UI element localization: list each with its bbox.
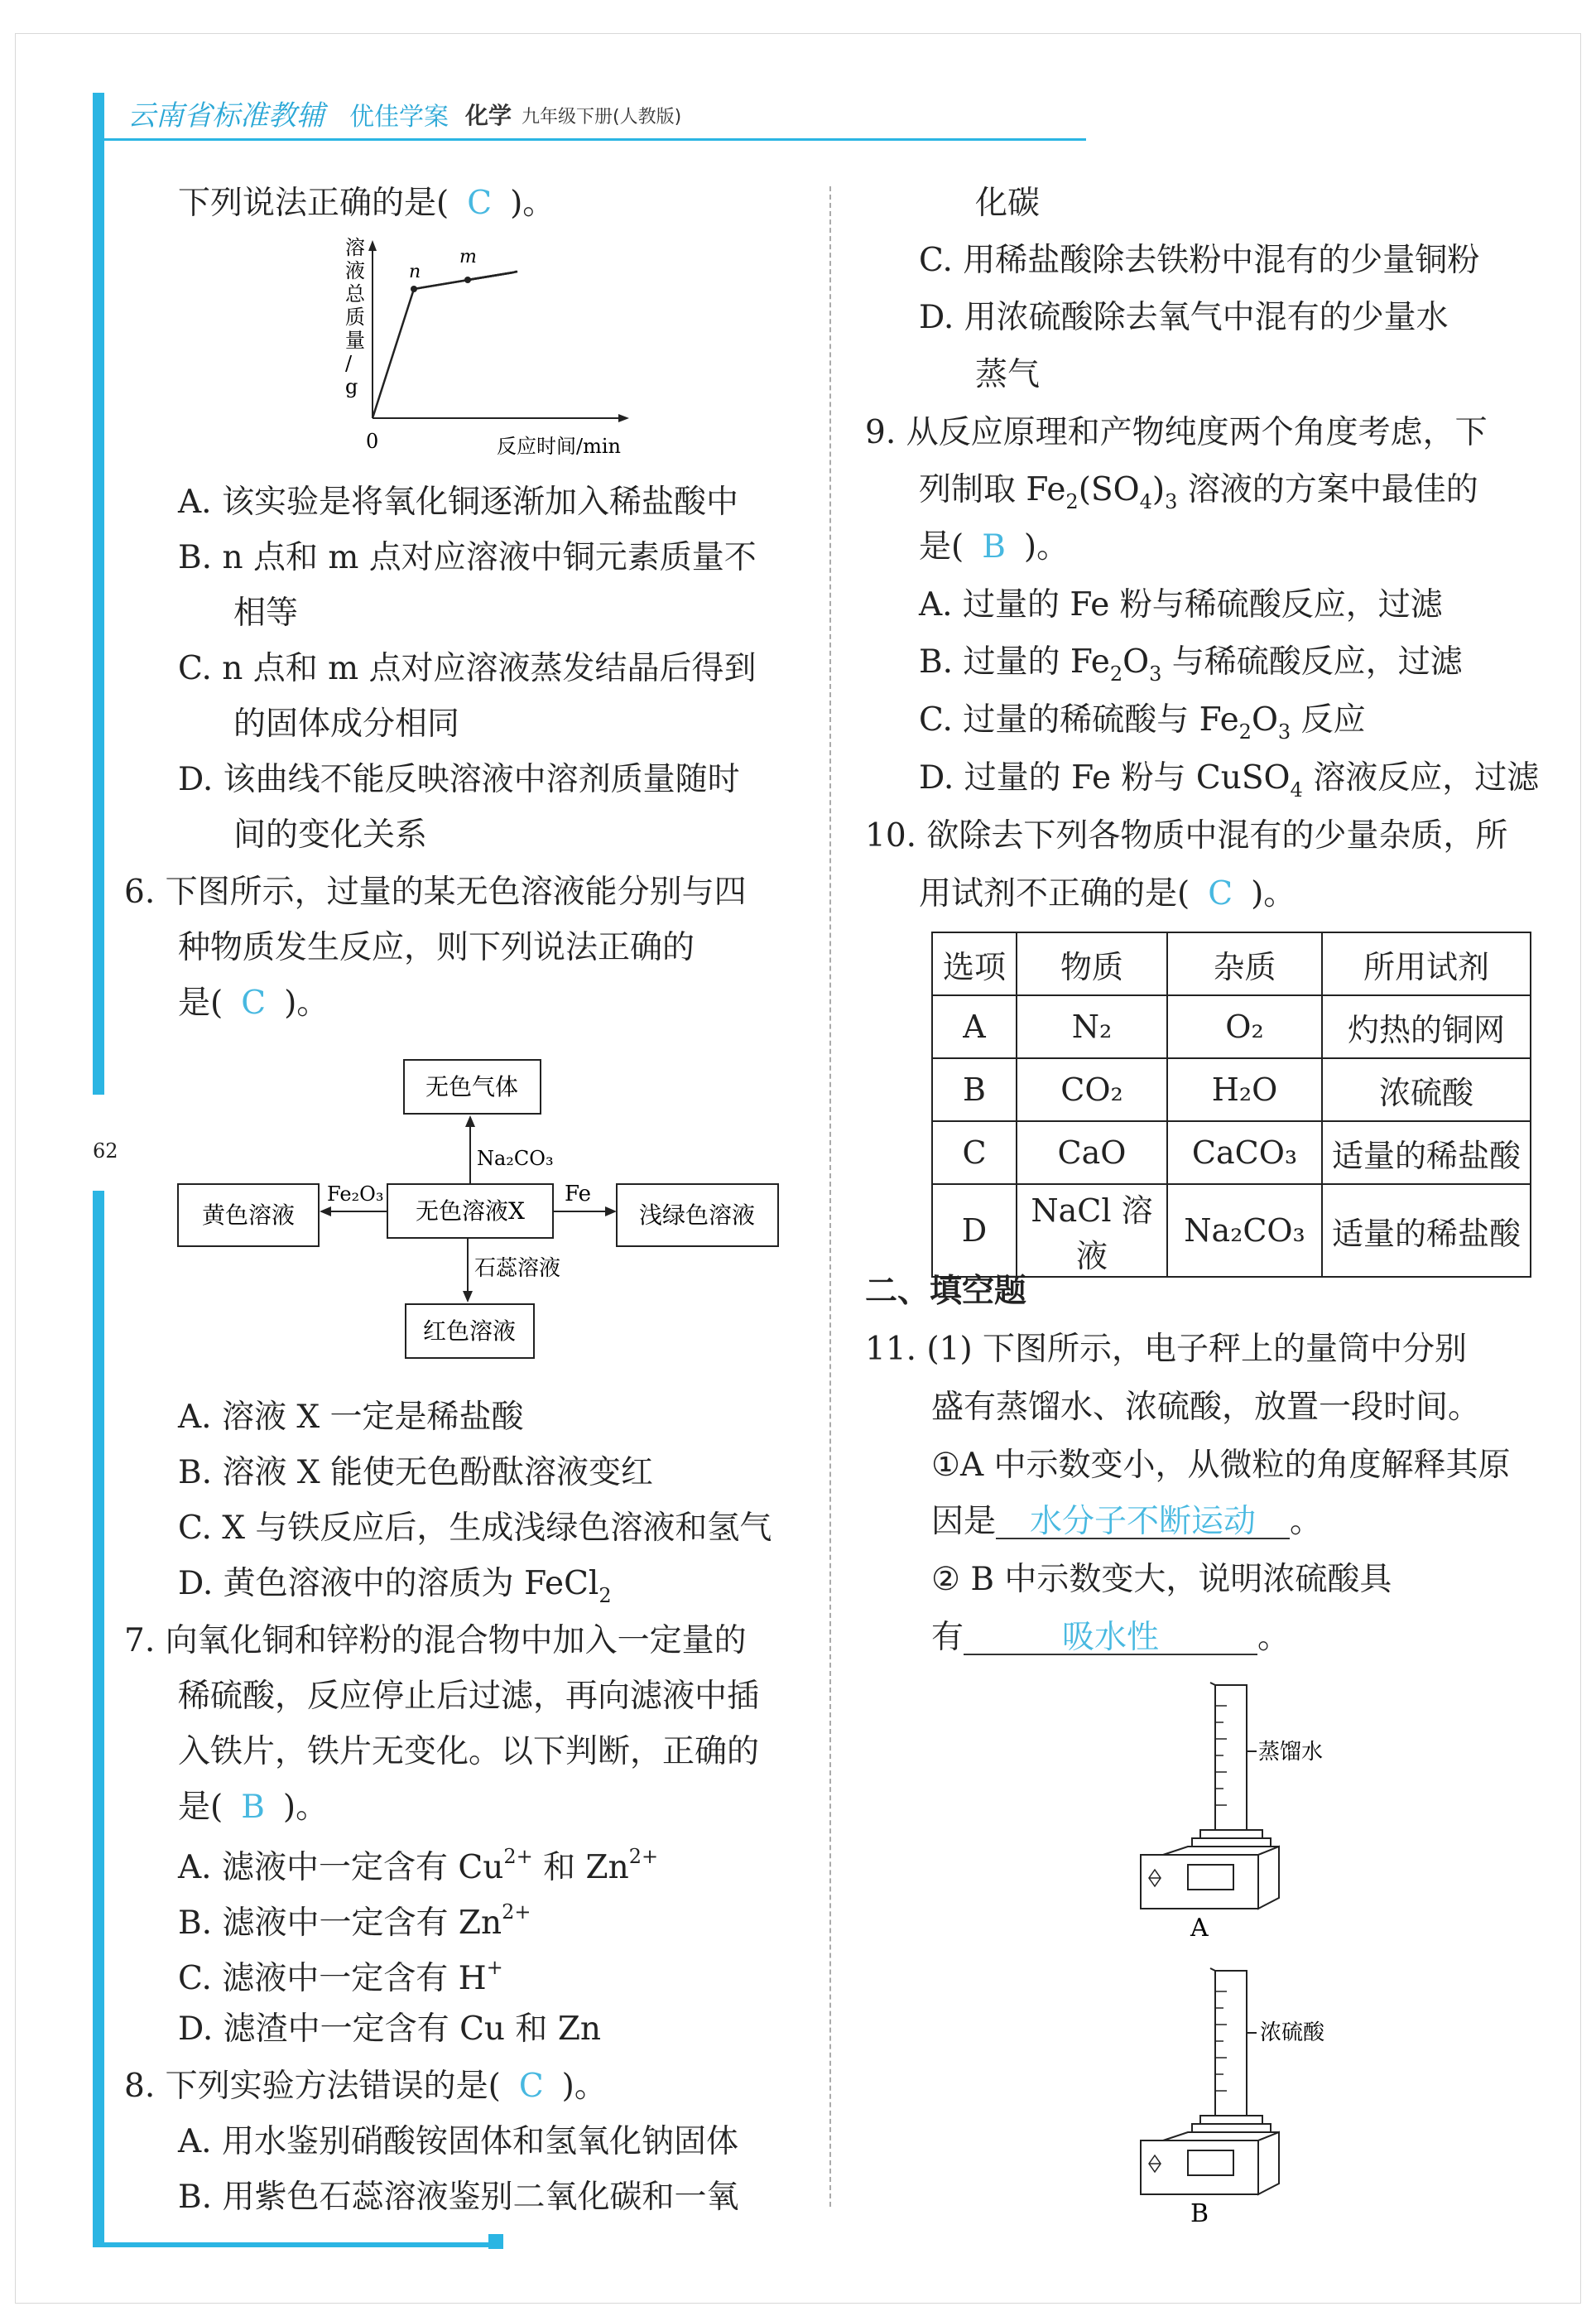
table-cell: C	[932, 1121, 1017, 1184]
q8-option-b-line1: B. 用紫色石蕊溶液鉴别二氧化碳和一氧	[178, 2179, 739, 2216]
q6-option-a: A. 溶液 X 一定是稀盐酸	[178, 1399, 524, 1436]
table-row	[932, 1121, 1531, 1184]
section-heading: 二、填空题	[865, 1273, 1027, 1310]
q11-line1: 11. (1) 下图所示，电子秤上的量筒中分别	[865, 1331, 1468, 1368]
cylinder-b	[1215, 1971, 1247, 2120]
q8-option-d-line2: 蒸气	[975, 356, 1041, 393]
chart-ylabel-char: 量	[345, 329, 365, 352]
table-header: 所用试剂	[1322, 932, 1531, 995]
q6-diagram	[174, 1056, 786, 1366]
table-cell: NaCl 溶液	[1017, 1184, 1167, 1277]
q7-option-a: A. 滤液中一定含有 $Cu^{2+}$ 和 $Zn^{2+}$	[178, 1845, 659, 1886]
q9-stem-line3: 是( B )。	[919, 528, 1070, 566]
q5-option-b-line2: 相等	[233, 595, 299, 632]
label-litmus: 石蕊溶液	[474, 1256, 561, 1281]
box-top-text: 无色气体	[425, 1073, 519, 1100]
figure-b-caption: B	[1190, 2199, 1209, 2228]
q6-answer: C	[241, 985, 267, 1022]
figure-b	[1134, 1967, 1366, 2232]
q6-stem-line2: 种物质发生反应，则下列说法正确的	[178, 929, 695, 966]
table-cell: B	[932, 1058, 1017, 1121]
table-row	[932, 1058, 1531, 1121]
figure-a-label: 蒸馏水	[1258, 1740, 1324, 1765]
table-header: 物质	[1017, 932, 1167, 995]
chart-ylabel-char: 液	[345, 259, 365, 282]
q8-option-b-line2: 化碳	[975, 185, 1041, 222]
chart-x-arrow	[618, 414, 629, 422]
q5-option-b-line1: B. n 点和 m 点对应溶液中铜元素质量不	[178, 539, 757, 576]
table-cell: CaCO₃	[1167, 1121, 1322, 1184]
q7-option-c: C. 滤液中一定含有 H+	[178, 1956, 503, 1997]
q5-answer: C	[467, 185, 493, 222]
q9-option-d: D. 过量的 Fe 粉与 CuSO$_4$ 溶液反应，过滤	[919, 759, 1540, 802]
chart-ylabel-char: /	[345, 352, 353, 375]
header	[93, 91, 1086, 141]
q8-stem: 8. 下列实验方法错误的是( C )。	[124, 2068, 607, 2105]
figure-a	[1134, 1681, 1366, 1946]
q10-stem-line2: 用试剂不正确的是( C )。	[919, 875, 1296, 913]
box-right-text: 浅绿色溶液	[638, 1201, 756, 1229]
chart-label-n: n	[409, 262, 421, 282]
q11-line6: 有 吸水性 。	[931, 1619, 1291, 1656]
chart-label-m: m	[459, 247, 477, 267]
chart-point-n	[411, 286, 417, 292]
table-row	[932, 1184, 1531, 1277]
figure-b-label: 浓硫酸	[1260, 2020, 1325, 2045]
chart-xlabel: 反应时间/min	[497, 435, 621, 458]
table-cell: Na₂CO₃	[1167, 1184, 1322, 1277]
table-cell: CO₂	[1017, 1058, 1167, 1121]
table-cell: H₂O	[1167, 1058, 1322, 1121]
q9-answer: B	[982, 528, 1006, 566]
header-book: 优佳学案	[349, 103, 449, 132]
left-margin-bar-top	[93, 93, 104, 1095]
q11-line5: ② B 中示数变大，说明浓硫酸具	[931, 1561, 1392, 1598]
box-bottom-text: 红色溶液	[422, 1317, 517, 1345]
q6-option-d: D. 黄色溶液中的溶质为 FeCl$_2$	[178, 1565, 612, 1607]
q7-stem-line1: 7. 向氧化铜和锌粉的混合物中加入一定量的	[124, 1622, 747, 1659]
q7-stem-line3: 入铁片，铁片无变化。以下判断，正确的	[178, 1733, 760, 1770]
chart-origin: 0	[366, 430, 379, 453]
q10-answer: C	[1208, 875, 1233, 913]
q10-stem-line1: 10. 欲除去下列各物质中混有的少量杂质，所	[865, 817, 1508, 855]
header-rule	[93, 138, 1086, 141]
cylinder-a	[1215, 1685, 1247, 1834]
q6-option-c: C. X 与铁反应后，生成浅绿色溶液和氢气	[178, 1510, 772, 1547]
q7-option-d: D. 滤渣中一定含有 Cu 和 Zn	[178, 2010, 602, 2048]
bottom-square	[488, 2234, 503, 2249]
chart-y-arrow	[368, 240, 377, 251]
table-cell: N₂	[1017, 995, 1167, 1058]
table-cell: 浓硫酸	[1322, 1058, 1531, 1121]
table-cell: 适量的稀盐酸	[1322, 1121, 1531, 1184]
q9-stem-line1: 9. 从反应原理和产物纯度两个角度考虑，下	[865, 414, 1488, 451]
arrow-right	[605, 1206, 617, 1216]
label-fe2o3: Fe₂O₃	[327, 1182, 384, 1206]
q5-option-c-line2: 的固体成分相同	[233, 705, 460, 743]
table-header-row	[932, 932, 1531, 995]
table-cell: 适量的稀盐酸	[1322, 1184, 1531, 1277]
table-row	[932, 995, 1531, 1058]
table-cell: 灼热的铜网	[1322, 995, 1531, 1058]
table-cell: CaO	[1017, 1121, 1167, 1184]
q11-answer1: 水分子不断运动	[996, 1505, 1290, 1539]
table-cell: D	[932, 1184, 1017, 1277]
q7-stem-line2: 稀硫酸，反应停止后过滤，再向滤液中插	[178, 1678, 760, 1715]
chart-ylabel-char: 质	[345, 306, 365, 329]
q5-option-c-line1: C. n 点和 m 点对应溶液蒸发结晶后得到	[178, 650, 757, 687]
q6-option-b: B. 溶液 X 能使无色酚酞溶液变红	[178, 1454, 654, 1491]
header-series: 云南省标准教辅	[127, 99, 324, 132]
q11-line3: ①A 中示数变小，从微粒的角度解释其原	[931, 1447, 1511, 1484]
q10-table	[931, 932, 1531, 1278]
q11-line4: 因是 水分子不断运动 。	[931, 1503, 1323, 1540]
q9-option-a: A. 过量的 Fe 粉与稀硫酸反应，过滤	[919, 586, 1443, 624]
q9-stem-line2: 列制取 $Fe_2(SO_4)_3$ 溶液的方案中最佳的	[919, 471, 1478, 513]
box-center-text: 无色溶液X	[416, 1197, 525, 1225]
table-header: 杂质	[1167, 932, 1322, 995]
q7-stem-line4: 是( B )。	[178, 1789, 329, 1826]
q5-option-a: A. 该实验是将氧化铜逐渐加入稀盐酸中	[178, 484, 738, 521]
chart-ylabel-char: 总	[345, 282, 365, 306]
figure-a-caption: A	[1190, 1914, 1209, 1943]
q8-answer: C	[518, 2068, 544, 2105]
page-number: 62	[93, 1139, 118, 1163]
arrow-left	[320, 1206, 331, 1216]
q8-option-d-line1: D. 用浓硫酸除去氧气中混有的少量水	[919, 299, 1449, 336]
q6-stem-line3: 是( C )。	[178, 985, 329, 1022]
q8-option-c: C. 用稀盐酸除去铁粉中混有的少量铜粉	[919, 242, 1480, 279]
q7-answer: B	[241, 1789, 265, 1826]
arrow-down	[463, 1291, 473, 1303]
chart-ylabel-char: g	[345, 375, 358, 398]
box-left-text: 黄色溶液	[201, 1201, 296, 1229]
chart-ylabel-char: 溶	[345, 236, 365, 259]
table-cell: A	[932, 995, 1017, 1058]
q6-stem-line1: 6. 下图所示，过量的某无色溶液能分别与四	[124, 874, 747, 911]
left-margin-bar-bottom	[93, 1191, 104, 2246]
header-grade: 九年级下册(人教版)	[522, 107, 682, 128]
label-fe: Fe	[565, 1182, 592, 1206]
q11-answer2: 吸水性	[964, 1621, 1257, 1655]
q5-option-d-line1: D. 该曲线不能反映溶液中溶剂质量随时	[178, 761, 740, 798]
q5-chart	[327, 236, 642, 468]
q5-option-d-line2: 间的变化关系	[233, 816, 428, 854]
q11-line2: 盛有蒸馏水、浓硫酸，放置一段时间。	[931, 1389, 1481, 1426]
table-header: 选项	[932, 932, 1017, 995]
column-divider	[829, 186, 831, 2207]
q8-option-a: A. 用水鉴别硝酸铵固体和氢氧化钠固体	[178, 2123, 738, 2160]
label-na2co3: Na₂CO₃	[477, 1147, 554, 1170]
q9-option-c: C. 过量的稀硫酸与 $Fe_2O_3$ 反应	[919, 701, 1366, 744]
q5-stem: 下列说法正确的是( C )。	[178, 185, 555, 222]
chart-curve	[373, 272, 517, 418]
q9-option-b: B. 过量的 $Fe_2O_3$ 与稀硫酸反应，过滤	[919, 643, 1463, 686]
header-subject: 化学	[465, 102, 512, 129]
table-cell: O₂	[1167, 995, 1322, 1058]
arrow-up	[465, 1115, 475, 1127]
q7-option-b: B. 滤液中一定含有 $Zn^{2+}$	[178, 1900, 531, 1942]
left-margin-bar-base	[93, 2242, 494, 2247]
